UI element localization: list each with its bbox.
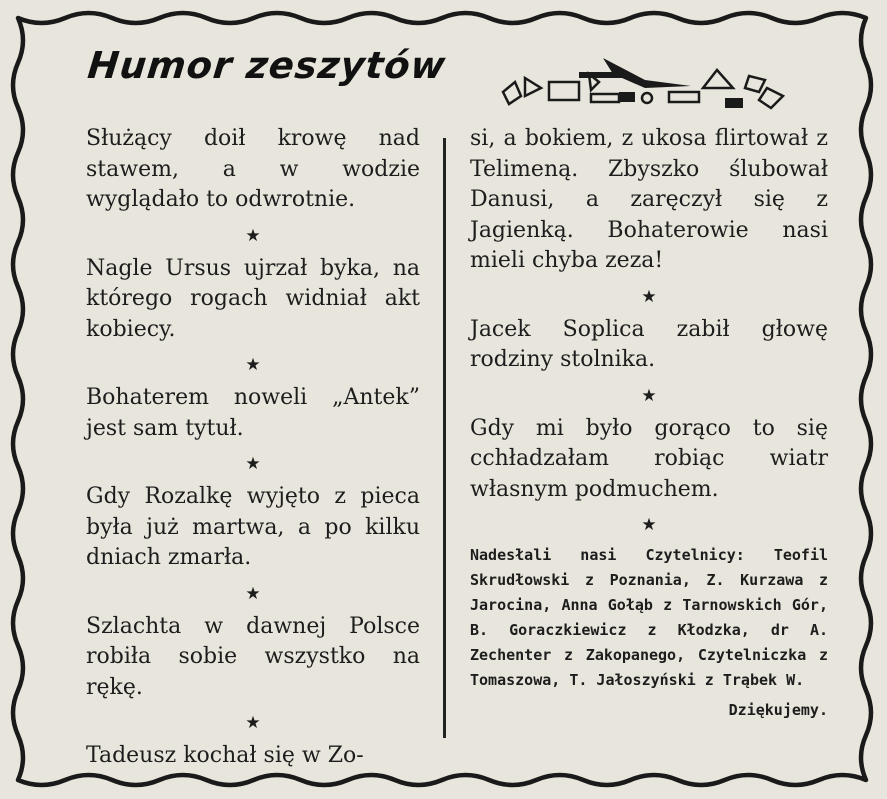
column-divider bbox=[443, 138, 446, 738]
right-column bbox=[470, 124, 828, 719]
joke-paragraph: si, a bokiem, z ukosa flirtował z Telimeną. Zbyszko ślubował Danusi, a zaręczył się z Jagienką. Bohaterowie nasi mieli chyba zeza! bbox=[470, 126, 828, 273]
joke-paragraph: Jacek Soplica zabił głowę rodziny stolnika. bbox=[470, 316, 828, 372]
joke-paragraph: Tadeusz kochał się w Zo- bbox=[86, 743, 364, 768]
star-separator: ★ bbox=[641, 286, 657, 307]
left-column bbox=[86, 124, 420, 772]
star-separator: ★ bbox=[641, 515, 657, 535]
star-separator: ★ bbox=[245, 355, 261, 375]
geometric-shapes-ornament bbox=[495, 52, 795, 112]
joke-paragraph: Bohaterem noweli „Antek” jest sam tytuł. bbox=[86, 385, 420, 441]
joke-paragraph: Gdy Rozalkę wyjęto z pieca była już martwa, a po kilku dniach zmarła. bbox=[86, 484, 420, 570]
contributors-credits: Nadesłali nasi Czytelnicy: Teofil Skrudłowski z Poznania, Z. Kurzawa z Jarocina, Anna Gołąb z Tarnowskich Gór, B. Goraczkiewicz z Kłodzka, dr A. Zechenter z Zakopanego, Czytelniczka z Tomaszowa, T. Jałoszyński z Trąbek W. bbox=[470, 546, 828, 689]
joke-paragraph: Gdy mi było gorąco to się cchładzałam robiąc wiatr własnym podmuchem. bbox=[470, 415, 828, 502]
article-title: Humor zeszytów bbox=[85, 44, 449, 87]
star-separator: ★ bbox=[641, 385, 657, 406]
star-separator: ★ bbox=[245, 454, 261, 474]
joke-paragraph: Szlachta w dawnej Polsce robiła sobie wszystko na rękę. bbox=[86, 613, 420, 700]
thanks-signoff: Dziękujemy. bbox=[728, 701, 828, 719]
star-separator: ★ bbox=[245, 713, 261, 733]
joke-paragraph: Nagle Ursus ujrzał byka, na którego rogach widniał akt kobiecy. bbox=[86, 255, 420, 342]
star-separator: ★ bbox=[245, 225, 261, 246]
joke-paragraph: Służący doił krowę nad stawem, a w wodzie wyglądało to odwrotnie. bbox=[86, 126, 420, 212]
star-separator: ★ bbox=[245, 583, 261, 604]
